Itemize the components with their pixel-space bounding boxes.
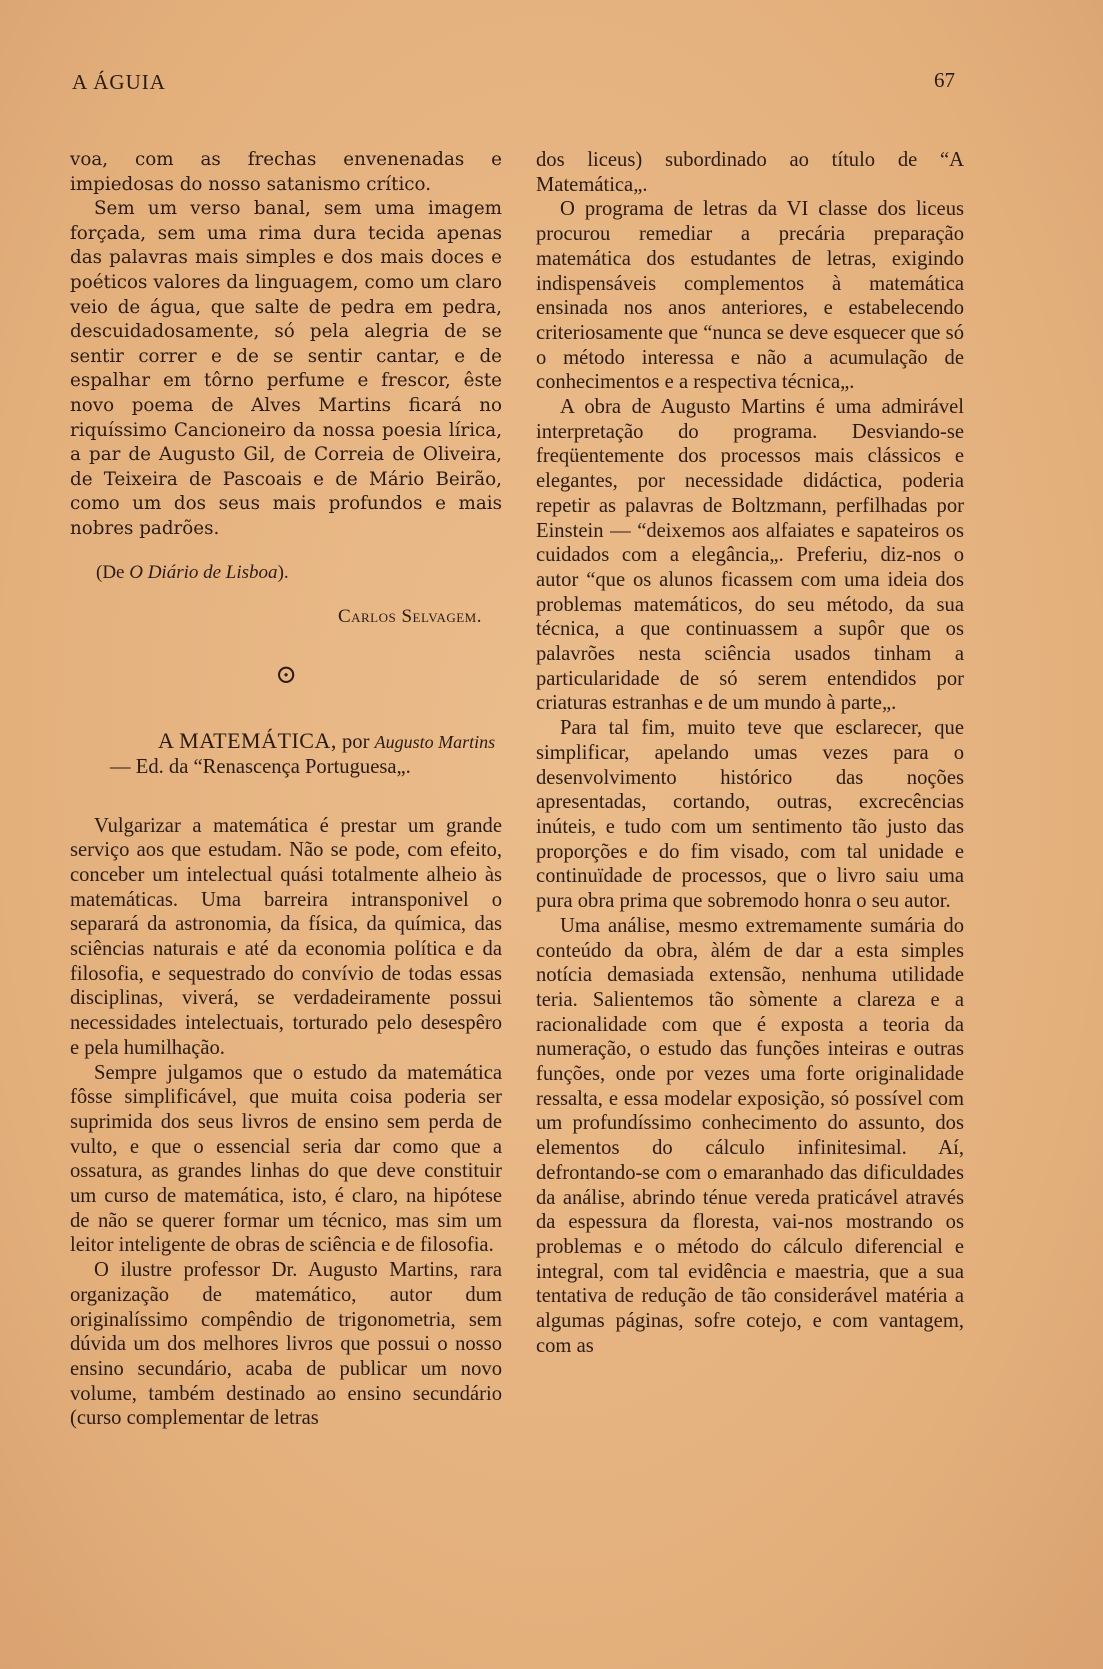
review2-paragraph: A obra de Augusto Martins é uma admirável interpretação do programa. Desviando-se freqüentemente dos processos mais clássicos e elegantes, por necessidade didáctica, poderia repetir as palavras de Boltzmann, perfilhadas por Einstein — “deixemos aos alfaiates e sapateiros os cuidados com a elegância„. Preferiu, diz-nos o autor “que os alunos ficassem com uma ideia dos problemas matemáticos, do seu método, da sua técnica, a que continuassem a supôr que os palavrões nesta sciência usados tinham a particularidade de só serem entendidos por criaturas estranhas e de um mundo à parte„. <box>536 396 964 715</box>
review-by: por <box>336 730 375 753</box>
review1-paragraph: Sem um verso banal, sem uma imagem forçada, sem uma rima dura tecida apenas das palavras mais simples e dos mais doces e poéticos valores da linguagem, como um claro veio de água, que salte de pedra em pedra, descuidadosamente, só pela alegria de se sentir correr e de se sentir cantar, e de espalhar em tôrno perfume e frescor, êste novo poema de Alves Martins ficará no riquíssimo Cancioneiro da nossa poesia lírica, a par de Augusto Gil, de Correia de Oliveira, de Teixeira de Pascoais e de Mário Beirão, como um dos seus mais profundos e mais nobres padrões. <box>70 198 502 539</box>
left-column <box>70 148 502 1431</box>
review-title: A MATEMÁTICA, <box>158 727 337 753</box>
review2-paragraph: Para tal fim, muito teve que esclarecer, que simplificar, apelando umas vezes para o desenvolvimento histórico das noções apresentadas, cortando, outras, excrecências inúteis, e tudo com um sentimento tão justo das proporções e do fim visado, com tal unidade e continuïdade de processos, que o livro saiu uma pura obra prima que sobremodo honra o seu autor. <box>536 717 964 913</box>
page-number: 67 <box>934 68 955 92</box>
review2-paragraph: Uma análise, mesmo extremamente sumária do conteúdo da obra, àlém de dar a esta simples notícia demasiada extensão, nenhuma utilidade teria. Salientemos tão sòmente a clareza e a racionalidade com que é exposta a teoria da numeração, o estudo das funções inteiras e outras funções, onde por vezes uma forte originalidade ressalta, e essa modelar exposição, só possível com um profundíssimo conhecimento do assunto, dos elementos do cálculo infinitesimal. Aí, defrontando-se com o emaranhado das dificuldades da análise, abrindo ténue vereda praticável através da espessura da floresta, vai-nos mostrando os problemas e o método do cálculo diferencial e integral, com tal evidência e maestria, que a sua tentativa de redução de tão considerável matéria a algumas páginas, sofre cotejo, e com vantagem, com as <box>536 914 964 1357</box>
review2-paragraph: O programa de letras da VI classe dos liceus procurou remediar a precária preparação matemática dos estudantes de letras, exigindo indispensáveis complementos à matemática ensinada nos anos anteriores, e estabelecendo criteriosamente que “nunca se deve esquecer que só o método interessa e não a acumulação de conhecimentos e a respectiva técnica„. <box>536 198 964 394</box>
review2-paragraph: Vulgarizar a matemática é prestar um grande serviço aos que estudam. Não se pode, com efeito, conceber um intelectual quási totalmente alheio às matemáticas. Uma barreira intransponivel o separará da astronomia, da física, da química, das sciências naturais e até da economia política e da filosofia, e sequestrado do convívio de todas essas disciplinas, viverá, se verdadeiramente possui necessidades intelectuais, torturado pelo desespêro e pela humilhação. <box>70 814 502 1059</box>
review-publisher: — Ed. da “Renascença Portuguesa„. <box>110 755 411 778</box>
review2-paragraph: Sempre julgamos que o estudo da matemática fôsse simplificável, que muita coisa poderia ser suprimida dos seus livros de ensino sem perda de vulto, e que o essencial seria dar como que a ossatura, as grandes linhas do que deve constituir um curso de matemática, isto, é claro, na hipótese de não se querer formar um técnico, mas sim um leitor inteligente de obras de sciência e de filosofia. <box>70 1061 502 1257</box>
review1-paragraph: voa, com as frechas envenenadas e impiedosas do nosso satanismo crítico. <box>70 149 502 195</box>
source-prefix: (De <box>96 561 130 583</box>
review-author: Augusto Martins <box>374 731 496 752</box>
right-column <box>536 148 964 1358</box>
running-title: A ÁGUIA <box>72 70 166 94</box>
signature: Carlos Selvagem. <box>337 605 482 627</box>
source-suffix: ). <box>277 561 289 583</box>
source-title: O Diário de Lisboa <box>129 561 278 583</box>
review-heading <box>110 728 502 780</box>
review2-paragraph: O ilustre professor Dr. Augusto Martins, rara organização de matemático, autor dum originalíssimo compêndio de trigonometria, sem dúvida um dos melhores livros que possui o nosso ensino secundário, acaba de publicar um novo volume, também destinado ao ensino secundário (curso complementar de letras <box>70 1259 502 1430</box>
section-ornament: ⊙ <box>275 659 297 690</box>
review2-paragraph: dos liceus) subordinado ao título de “A Matemática„. <box>536 149 964 196</box>
source-citation <box>96 562 502 584</box>
